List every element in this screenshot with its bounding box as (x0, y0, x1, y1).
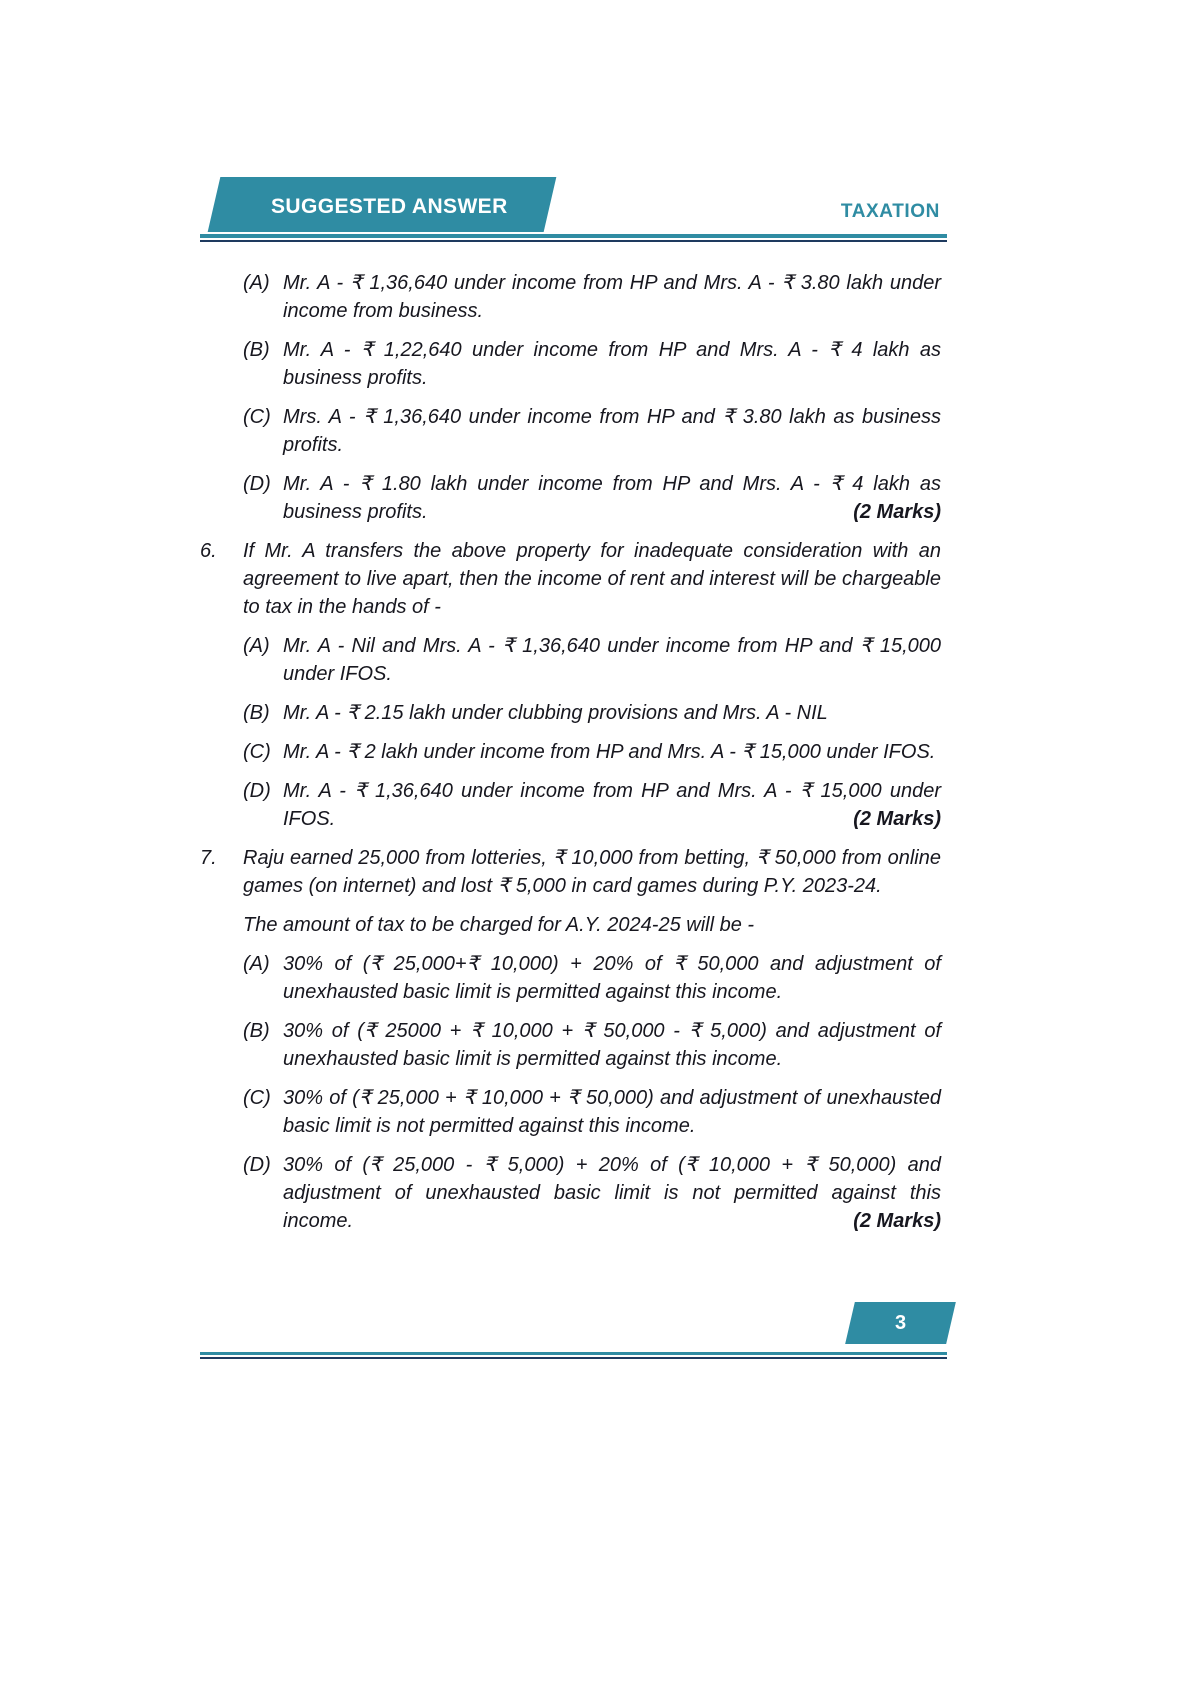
header-rule-teal-line (200, 234, 947, 238)
item-text: Mr. A - ₹ 2.15 lakh under clubbing provisions and Mrs. A - NIL (283, 702, 828, 724)
item-text: 30% of (₹ 25000 + ₹ 10,000 + ₹ 50,000 - ₹ 5,000) and adjustment of unexhausted basic limit is permitted against this income. (283, 1020, 941, 1070)
page-number: 3 (894, 1311, 907, 1334)
banner-label: SUGGESTED ANSWER (271, 195, 508, 218)
item-label: (D) (243, 780, 271, 802)
item-label: (A) (243, 635, 270, 657)
option-item (200, 777, 941, 833)
paragraph-item (200, 911, 941, 939)
item-label: 7. (200, 847, 217, 869)
option-item (200, 470, 941, 526)
item-text: 30% of (₹ 25,000 - ₹ 5,000) + 20% of (₹ 10,000 + ₹ 50,000) and adjustment of unexhausted basic limit is not permitted against this income. (283, 1154, 941, 1232)
footer-rule-teal-line (200, 1352, 947, 1355)
item-label: (C) (243, 406, 271, 428)
option-item (200, 950, 941, 1006)
item-label: (B) (243, 702, 270, 724)
item-text: Mr. A - ₹ 1,36,640 under income from HP and Mrs. A - ₹ 3.80 lakh under income from business. (283, 272, 941, 322)
item-text: Mr. A - ₹ 1,22,640 under income from HP and Mrs. A - ₹ 4 lakh as business profits. (283, 339, 941, 389)
item-text: Mrs. A - ₹ 1,36,640 under income from HP and ₹ 3.80 lakh as business profits. (283, 406, 941, 456)
item-text: Mr. A - ₹ 1.80 lakh under income from HP and Mrs. A - ₹ 4 lakh as business profits. (283, 473, 941, 523)
marks-label: (2 Marks) (845, 805, 941, 833)
item-text: Mr. A - ₹ 2 lakh under income from HP and Mrs. A - ₹ 15,000 under IFOS. (283, 741, 936, 763)
marks-label: (2 Marks) (845, 1207, 941, 1235)
item-text: The amount of tax to be charged for A.Y. 2024-25 will be - (243, 914, 755, 936)
option-item (200, 1017, 941, 1073)
header-rule-navy-line (200, 240, 947, 242)
item-label: (B) (243, 1020, 270, 1042)
item-text: If Mr. A transfers the above property for inadequate consideration with an agreement to live apart, then the income of rent and interest will be chargeable to tax in the hands of - (243, 540, 941, 618)
item-text: Raju earned 25,000 from lotteries, ₹ 10,000 from betting, ₹ 50,000 from online games (on internet) and lost ₹ 5,000 in card games during P.Y. 2023-24. (243, 847, 941, 897)
header-rule (200, 234, 947, 242)
question-item (200, 537, 941, 621)
item-text: Mr. A - Nil and Mrs. A - ₹ 1,36,640 under income from HP and ₹ 15,000 under IFOS. (283, 635, 941, 685)
option-item (200, 699, 941, 727)
item-label: 6. (200, 540, 217, 562)
item-label: (A) (243, 953, 270, 975)
option-item (200, 632, 941, 688)
option-item (200, 738, 941, 766)
option-item (200, 336, 941, 392)
question-content (200, 269, 941, 1246)
footer-rule (200, 1352, 947, 1359)
item-label: (B) (243, 339, 270, 361)
question-item (200, 844, 941, 900)
option-item (200, 269, 941, 325)
item-text: Mr. A - ₹ 1,36,640 under income from HP and Mrs. A - ₹ 15,000 under IFOS. (283, 780, 941, 830)
item-label: (D) (243, 1154, 271, 1176)
subject-label: TAXATION (840, 201, 940, 222)
item-label: (C) (243, 741, 271, 763)
option-item (200, 1151, 941, 1235)
marks-label: (2 Marks) (845, 498, 941, 526)
item-text: 30% of (₹ 25,000+₹ 10,000) + 20% of ₹ 50,000 and adjustment of unexhausted basic limit is permitted against this income. (283, 953, 941, 1003)
item-text: 30% of (₹ 25,000 + ₹ 10,000 + ₹ 50,000) and adjustment of unexhausted basic limit is not permitted against this income. (283, 1087, 941, 1137)
option-item (200, 1084, 941, 1140)
item-label: (A) (243, 272, 270, 294)
footer-rule-navy-line (200, 1357, 947, 1359)
option-item (200, 403, 941, 459)
item-label: (D) (243, 473, 271, 495)
item-label: (C) (243, 1087, 271, 1109)
